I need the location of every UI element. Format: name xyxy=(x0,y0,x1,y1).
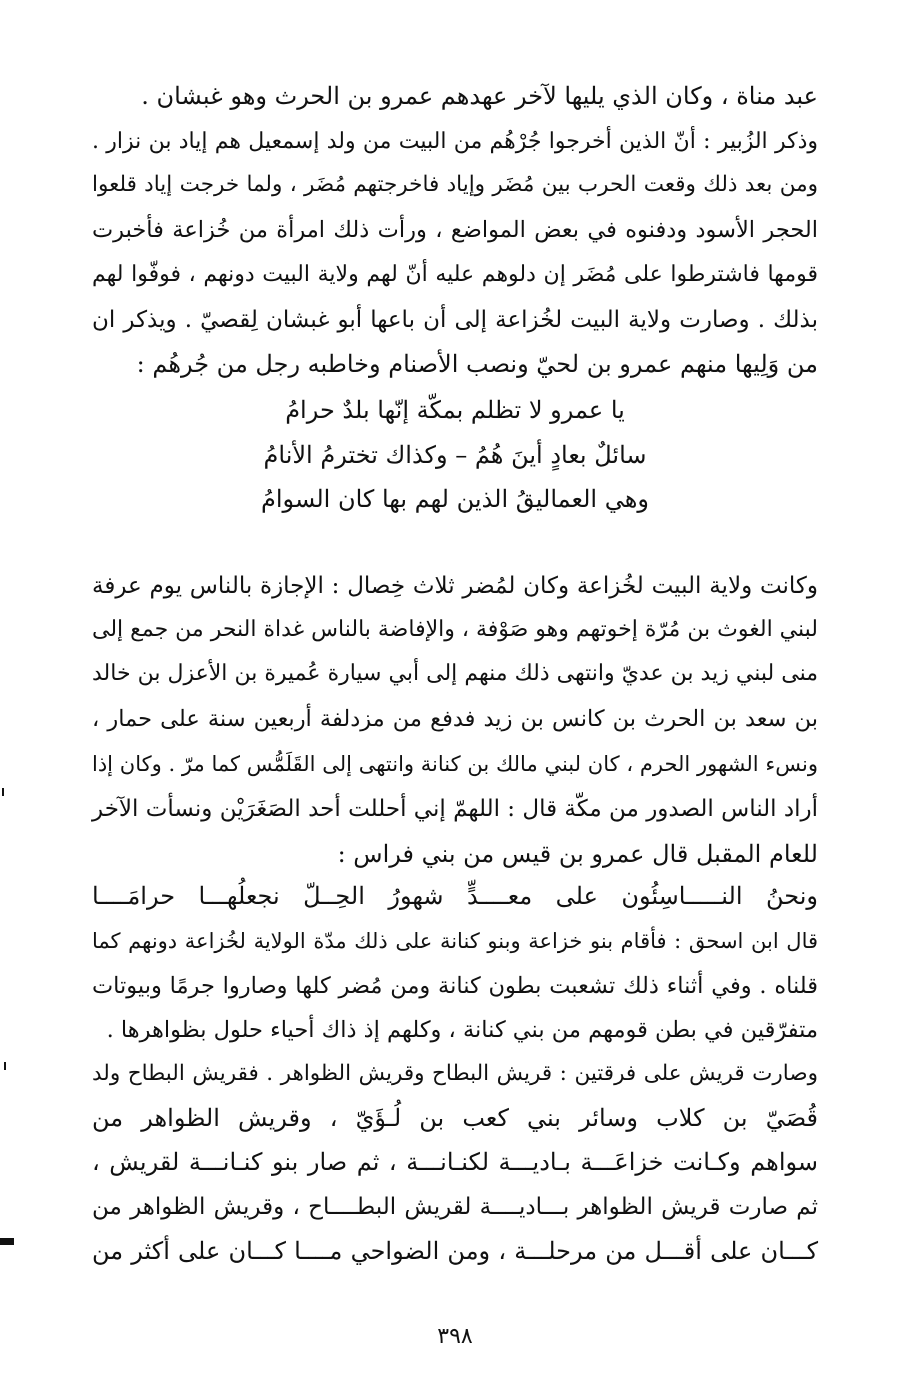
text-line: ومن بعد ذلك وقعت الحرب بين مُضَر وإياد فاخرجتهم مُضَر ، ولما خرجت إياد قلعوا xyxy=(92,172,818,197)
text-line: للعام المقبل قال عمرو بن قيس من بني فراس : xyxy=(337,840,818,868)
text-line: وكانت ولاية البيت لخُزاعة وكان لمُضر ثلاث خِصال : الإجازة بالناس يوم عرفة xyxy=(92,573,818,599)
verse-line: ونحنُ النـــــاسِئُون على معــــدٍّ شهورُ الحِــلّ نجعلُهـــا حرامَــــا xyxy=(92,882,818,910)
text-line: لبني الغوث بن مُرّة إخوتهم وهو صَوْفة ، والإفاضة بالناس غداة النحر من جمع إلى xyxy=(92,617,818,642)
text-line: من وَلِيها منهم عمرو بن لحيّ ونصب الأصنام وخاطبه رجل من جُرهُم : xyxy=(136,350,818,378)
text-line: ونسء الشهور الحرم ، كان لبني مالك بن كنانة وانتهى إلى القَلَمُّس كما مرّ . وكان إذا xyxy=(92,752,818,776)
text-line: الحجر الأسود ودفنوه في بعض المواضع ، ورأت ذلك امرأة من خُزاعة فأخبرت xyxy=(92,217,818,243)
text-line: عبد مناة ، وكان الذي يليها لآخر عهدهم عمرو بن الحرث وهو غبشان . xyxy=(141,82,818,110)
text-line: قلناه . وفي أثناء ذلك تشعبت بطون كنانة ومن مُضر كلها وصاروا جرمًا وبيوتات xyxy=(92,973,818,999)
verse-line: سائلٌ بعادٍ أينَ هُمُ – وكذاك تخترمُ الأنامُ xyxy=(263,441,647,469)
text-line: سواهم وكـانت خزاعَـــة بـاديـــة لكنـانـــة ، ثم صار بنو كنـانـــة لقريش ، xyxy=(92,1148,818,1176)
text-line: قُصَيّ بن كلاب وسائر بني كعب بن لُـؤَيّ ، وقريش الظواهر من xyxy=(92,1104,818,1132)
text-line: قومها فاشترطوا على مُضَر إن دلوهم عليه أنّ لهم ولاية البيت دونهم ، فوفّوا لهم xyxy=(92,262,818,287)
text-line: وذكر الزُبير : أنّ الذين أخرجوا جُرْهُم من البيت من ولد إسمعيل هم إياد بن نزار . xyxy=(92,129,818,154)
scan-mark xyxy=(2,788,4,796)
text-line: متفرّقين في بطن قومهم من بني كنانة ، وكلهم إذ ذاك أحياء حلول بظواهرها . xyxy=(106,1017,818,1043)
text-line: وصارت قريش على فرقتين : قريش البطاح وقريش الظواهر . فقريش البطاح ولد xyxy=(92,1061,818,1086)
text-line: بذلك . وصارت ولاية البيت لخُزاعة إلى أن باعها أبو غبشان لِقصيّ . ويذكر ان xyxy=(92,307,818,333)
text-line: كـــان على أقـــل من مرحلـــة ، ومن الضواحي مــــا كـــان على أكثر من xyxy=(92,1237,818,1265)
verse-line: يا عمرو لا تظلم بمكّة إنّها بلدٌ حرامُ xyxy=(285,396,625,424)
page-number: ٣٩٨ xyxy=(437,1324,473,1349)
text-line: أراد الناس الصدور من مكّة قال : اللهمّ إني أحللت أحد الصَغَرَيْن ونسأت الآخر xyxy=(92,796,818,822)
text-line: بن سعد بن الحرث بن كانس بن زيد فدفع من مزدلفة أربعين سنة على حمار ، xyxy=(92,706,818,732)
text-line: منى لبني زيد بن عديّ وانتهى ذلك منهم إلى أبي سيارة عُميرة بن الأعزل بن خالد xyxy=(92,661,818,686)
verse-line: وهي العماليقُ الذين لهم بها كان السوامُ xyxy=(261,485,649,513)
scan-mark xyxy=(4,1062,6,1070)
scan-mark xyxy=(0,1238,14,1245)
text-line: قال ابن اسحق : فأقام بنو خزاعة وبنو كنانة على ذلك مدّة الولاية لخُزاعة دونهم كما xyxy=(92,929,818,953)
text-line: ثم صارت قريش الظواهر بـــاديــــة لقريش البطــــاح ، وقريش الظواهر من xyxy=(92,1194,818,1220)
